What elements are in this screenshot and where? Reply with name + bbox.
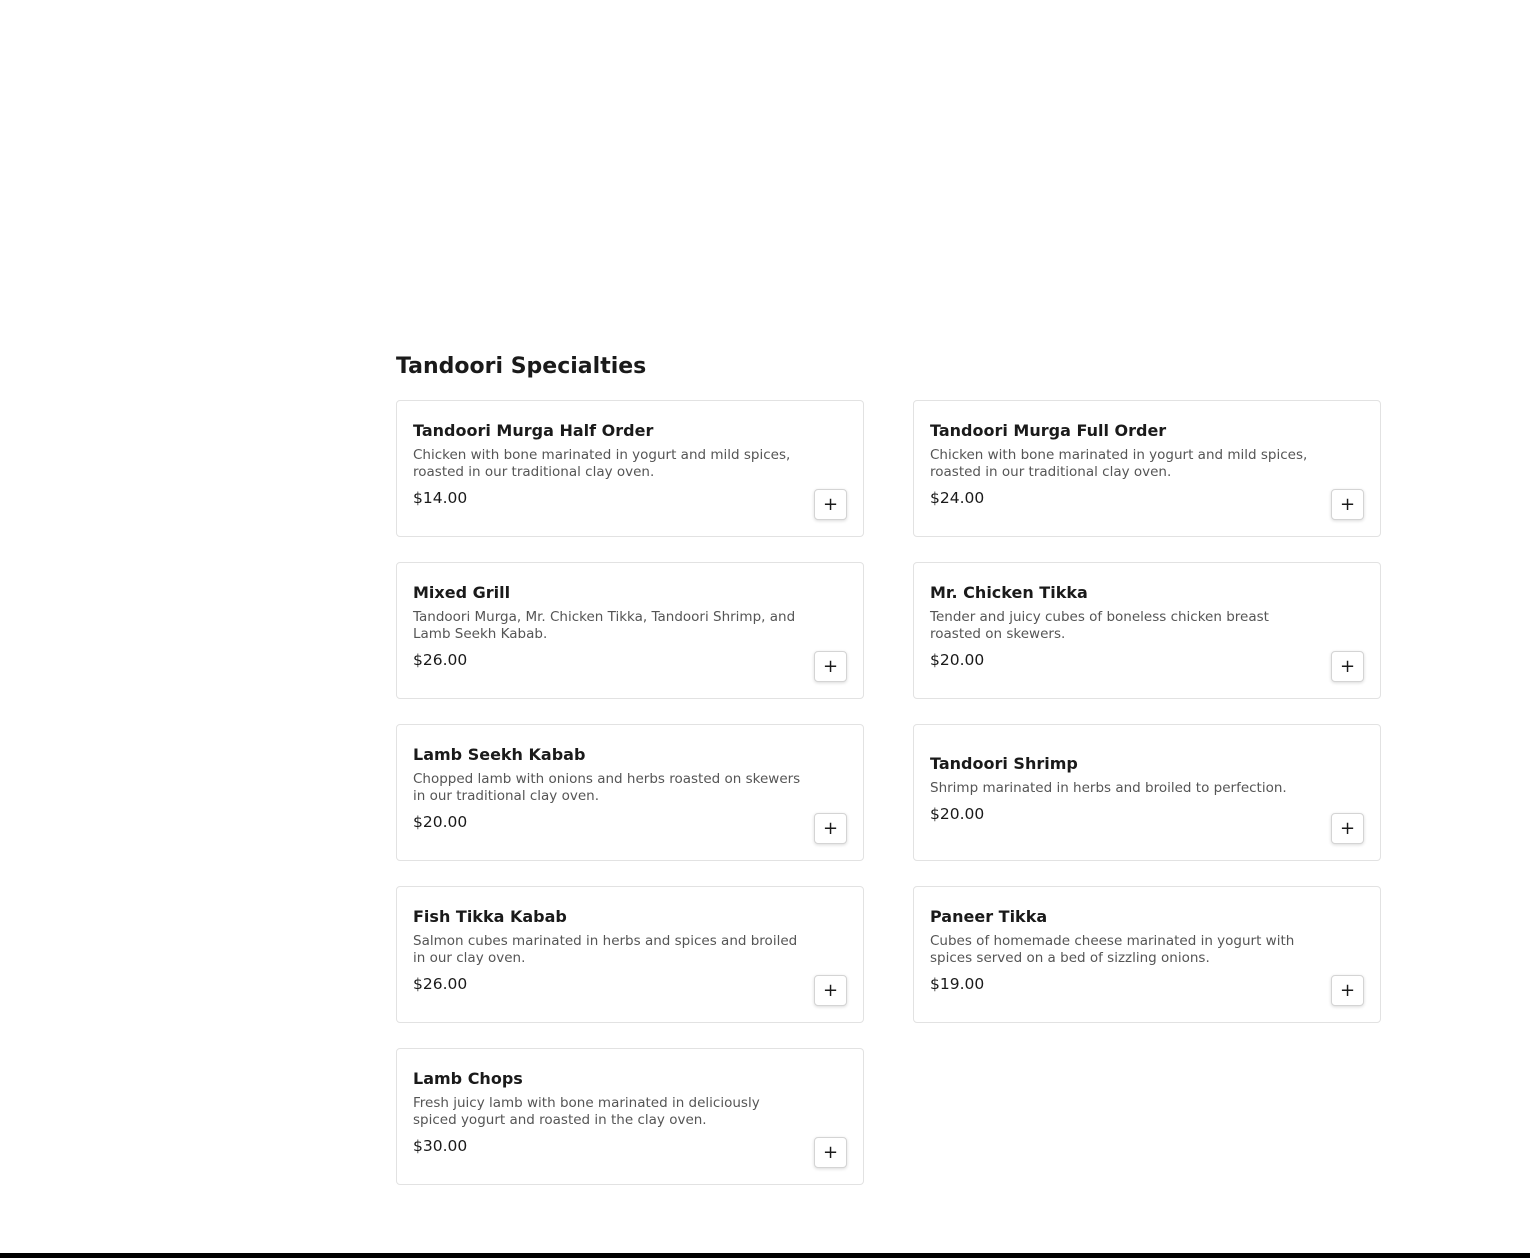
item-name: Mixed Grill — [413, 583, 511, 602]
add-to-cart-button[interactable] — [814, 813, 847, 844]
item-price: $26.00 — [413, 975, 468, 993]
plus-icon: + — [1339, 494, 1356, 515]
menu-item-card[interactable] — [913, 562, 1381, 699]
plus-icon: + — [822, 494, 839, 515]
item-name: Fish Tikka Kabab — [413, 907, 567, 926]
item-description: Chicken with bone marinated in yogurt and mild spices, roasted in our traditional clay oven. — [930, 447, 1308, 480]
menu-item-card[interactable] — [396, 400, 864, 537]
add-to-cart-button[interactable] — [814, 651, 847, 682]
plus-icon: + — [1339, 818, 1356, 839]
item-price: $26.00 — [413, 651, 468, 669]
plus-icon: + — [822, 980, 839, 1001]
menu-item-card[interactable] — [913, 400, 1381, 537]
menu-item-card[interactable] — [913, 724, 1381, 861]
item-description: Cubes of homemade cheese marinated in yogurt with spices served on a bed of sizzling onions. — [930, 933, 1295, 966]
item-price: $19.00 — [930, 975, 985, 993]
item-name: Tandoori Murga Full Order — [930, 421, 1167, 440]
item-description: Shrimp marinated in herbs and broiled to perfection. — [930, 779, 1287, 796]
add-to-cart-button[interactable] — [814, 489, 847, 520]
item-name: Lamb Seekh Kabab — [413, 745, 586, 764]
plus-icon: + — [822, 656, 839, 677]
item-name: Tandoori Murga Half Order — [413, 421, 654, 440]
item-price: $24.00 — [930, 489, 985, 507]
footer-bar — [0, 1253, 1530, 1258]
item-description: Tandoori Murga, Mr. Chicken Tikka, Tandoori Shrimp, and Lamb Seekh Kabab. — [413, 609, 796, 642]
item-price: $20.00 — [413, 813, 468, 831]
item-description: Chicken with bone marinated in yogurt and mild spices, roasted in our traditional clay oven. — [413, 447, 791, 480]
item-description: Fresh juicy lamb with bone marinated in deliciously spiced yogurt and roasted in the clay oven. — [413, 1095, 760, 1128]
item-price: $20.00 — [930, 804, 985, 823]
item-name: Tandoori Shrimp — [930, 753, 1078, 773]
menu-item-card[interactable] — [396, 562, 864, 699]
add-to-cart-button[interactable] — [1331, 489, 1364, 520]
item-price: $14.00 — [413, 489, 468, 507]
plus-icon: + — [1339, 656, 1356, 677]
add-to-cart-button[interactable] — [814, 975, 847, 1006]
item-name: Mr. Chicken Tikka — [930, 583, 1088, 602]
menu-item-card[interactable] — [396, 1048, 864, 1185]
item-description: Tender and juicy cubes of boneless chicken breast roasted on skewers. — [930, 609, 1269, 642]
item-price: $30.00 — [413, 1137, 468, 1155]
item-name: Paneer Tikka — [930, 907, 1048, 926]
add-to-cart-button[interactable] — [1331, 975, 1364, 1006]
menu-item-card[interactable] — [913, 886, 1381, 1023]
section-title: Tandoori Specialties — [396, 354, 647, 379]
add-to-cart-button[interactable] — [1331, 813, 1364, 844]
add-to-cart-button[interactable] — [814, 1137, 847, 1168]
item-price: $20.00 — [930, 651, 985, 669]
item-name: Lamb Chops — [413, 1069, 523, 1088]
plus-icon: + — [1339, 980, 1356, 1001]
add-to-cart-button[interactable] — [1331, 651, 1364, 682]
menu-item-card[interactable] — [396, 724, 864, 861]
item-description: Chopped lamb with onions and herbs roasted on skewers in our traditional clay oven. — [413, 771, 801, 804]
plus-icon: + — [822, 1142, 839, 1163]
menu-item-grid — [396, 400, 1381, 1185]
menu-item-card[interactable] — [396, 886, 864, 1023]
menu-section-tandoori — [396, 350, 1381, 1163]
plus-icon: + — [822, 818, 839, 839]
item-description: Salmon cubes marinated in herbs and spices and broiled in our clay oven. — [413, 933, 798, 966]
